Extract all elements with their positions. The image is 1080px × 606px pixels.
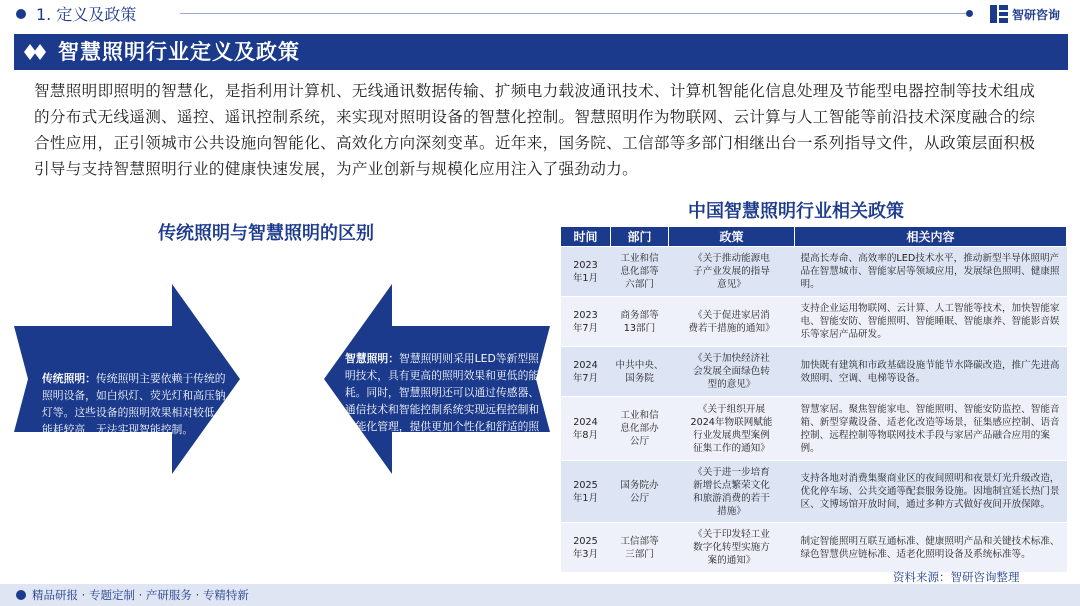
cell-content: 智慧家居。聚焦智能家电、智能照明、智能安防监控、智能音箱、新型穿戴设备、适老化改造等场景，征集感应控制、语音控制、远程控制等物联网技术手段与家居产品融合应用的案例。 [795, 397, 1067, 461]
brand-name: 智研咨询 [1012, 7, 1061, 22]
cell-content: 支持企业运用物联网、云计算、人工智能等技术，加快智能家电、智能安防、智能照明、智能睡眠、智能康养、智能影音娱乐等家居产品研发。 [795, 297, 1067, 347]
divider-line [180, 13, 972, 14]
table-header-row [561, 227, 1067, 247]
traditional-lighting-desc [42, 370, 232, 438]
smart-lighting-desc [344, 350, 540, 452]
cell-policy: 《关于印发轻工业 数字化转型实施方 案的通知》 [669, 523, 795, 573]
cell-policy: 《关于进一步培育 新增长点繁荣文化 和旅游消费的若干 措施》 [669, 461, 795, 523]
cell-time: 2024 年7月 [561, 347, 611, 397]
header-time: 时间 [561, 227, 611, 247]
cell-dept: 工业和信 息化部办 公厅 [611, 397, 669, 461]
brand-logo [990, 4, 1060, 24]
header-policy: 政策 [669, 227, 795, 247]
diamond-icon [24, 43, 48, 61]
cell-time: 2025 年3月 [561, 523, 611, 573]
table-row [561, 397, 1067, 461]
brand-logo-icon [990, 5, 1008, 23]
cell-time: 2023 年7月 [561, 297, 611, 347]
footer-services: 精品研报 · 专题定制 · 产研服务 · 专精特新 [32, 588, 249, 602]
cell-policy: 《关于组织开展 2024年物联网赋能 行业发展典型案例 征集工作的通知》 [669, 397, 795, 461]
smart-text: 智慧照明则采用LED等新型照明技术，具有更高的照明效果和更低的能耗。同时，智慧照明还可以通过传感器、通信技术和智能控制系统实现远程控制和智能化管理，提供更加个性化和舒适的照明体验。 [344, 352, 540, 450]
cell-content: 制定智能照明互联互通标准、健康照明产品和关键技术标准、绿色智慧供应链标准、适老化照明设备及系统标准等。 [795, 523, 1067, 573]
footer-bar [0, 584, 1080, 606]
top-bar [0, 0, 1080, 30]
cell-policy: 《关于加快经济社 会发展全面绿色转 型的意见》 [669, 347, 795, 397]
cell-policy: 《关于推动能源电 子产业发展的指导 意见》 [669, 247, 795, 297]
table-row [561, 461, 1067, 523]
cell-time: 2025 年1月 [561, 461, 611, 523]
traditional-label: 传统照明： [42, 372, 96, 385]
header-content: 相关内容 [795, 227, 1067, 247]
table-title: 中国智慧照明行业相关政策 [688, 201, 904, 222]
bullet-dot [16, 9, 26, 19]
cell-dept: 国务院办 公厅 [611, 461, 669, 523]
cell-policy: 《关于促进家居消 费若干措施的通知》 [669, 297, 795, 347]
banner-title: 智慧照明行业定义及政策 [58, 40, 300, 64]
title-banner [14, 34, 1068, 70]
table-row [561, 297, 1067, 347]
cell-content: 提高长寿命、高效率的LED技术水平，推动新型半导体照明产品在智慧城市、智能家居等领域应用，发展绿色照明、健康照明。 [795, 247, 1067, 297]
divider-end-dot [966, 10, 973, 17]
cell-dept: 工业和信 息化部等 六部门 [611, 247, 669, 297]
policy-table [560, 226, 1067, 573]
cell-dept: 商务部等 13部门 [611, 297, 669, 347]
smart-label: 智慧照明： [345, 352, 400, 365]
section-title: 1. 定义及政策 [36, 5, 137, 24]
cell-content: 支持各地对消费集聚商业区的夜间照明和夜景灯光升级改造，优化停车场、公共交通等配套服务设施。因地制宜延长热门景区、文博场馆开放时间，通过多种方式做好夜间开放保障。 [795, 461, 1067, 523]
cell-dept: 中共中央、 国务院 [611, 347, 669, 397]
header-dept: 部门 [611, 227, 669, 247]
cell-time: 2023 年1月 [561, 247, 611, 297]
cell-dept: 工信部等 三部门 [611, 523, 669, 573]
table-row [561, 347, 1067, 397]
diagram-title: 传统照明与智慧照明的区别 [158, 223, 374, 244]
traditional-text: 传统照明主要依赖于传统的照明设备，如白炽灯、荧光灯和高压钠灯等。这些设备的照明效果相对较低，能耗较高，无法实现智能控制。 [42, 372, 226, 436]
source-note: 资料来源：智研咨询整理 [893, 570, 1020, 584]
cell-time: 2024 年8月 [561, 397, 611, 461]
table-row [561, 247, 1067, 297]
cell-content: 加快既有建筑和市政基础设施节能节水降碳改造，推广先进高效照明、空调、电梯等设备。 [795, 347, 1067, 397]
table-row [561, 523, 1067, 573]
footer-dot [16, 590, 26, 600]
intro-paragraph: 智慧照明即照明的智慧化，是指利用计算机、无线通讯数据传输、扩频电力载波通讯技术、计算机智能化信息处理及节能型电器控制等技术组成的分布式无线遥测、遥控、遥讯控制系统，来实现对照明设备的智慧化控制。智慧照明作为物联网、云计算与人工智能等前沿技术深度融合的综合性应用，正引领城市公共设施向智能化、高效化方向深刻变革。近年来，国务院、工信部等多部门相继出台一系列指导文件，从政策层面积极引导与支持智慧照明行业的健康快速发展，为产业创新与规模化应用注入了强劲动力。 [34, 82, 1036, 178]
